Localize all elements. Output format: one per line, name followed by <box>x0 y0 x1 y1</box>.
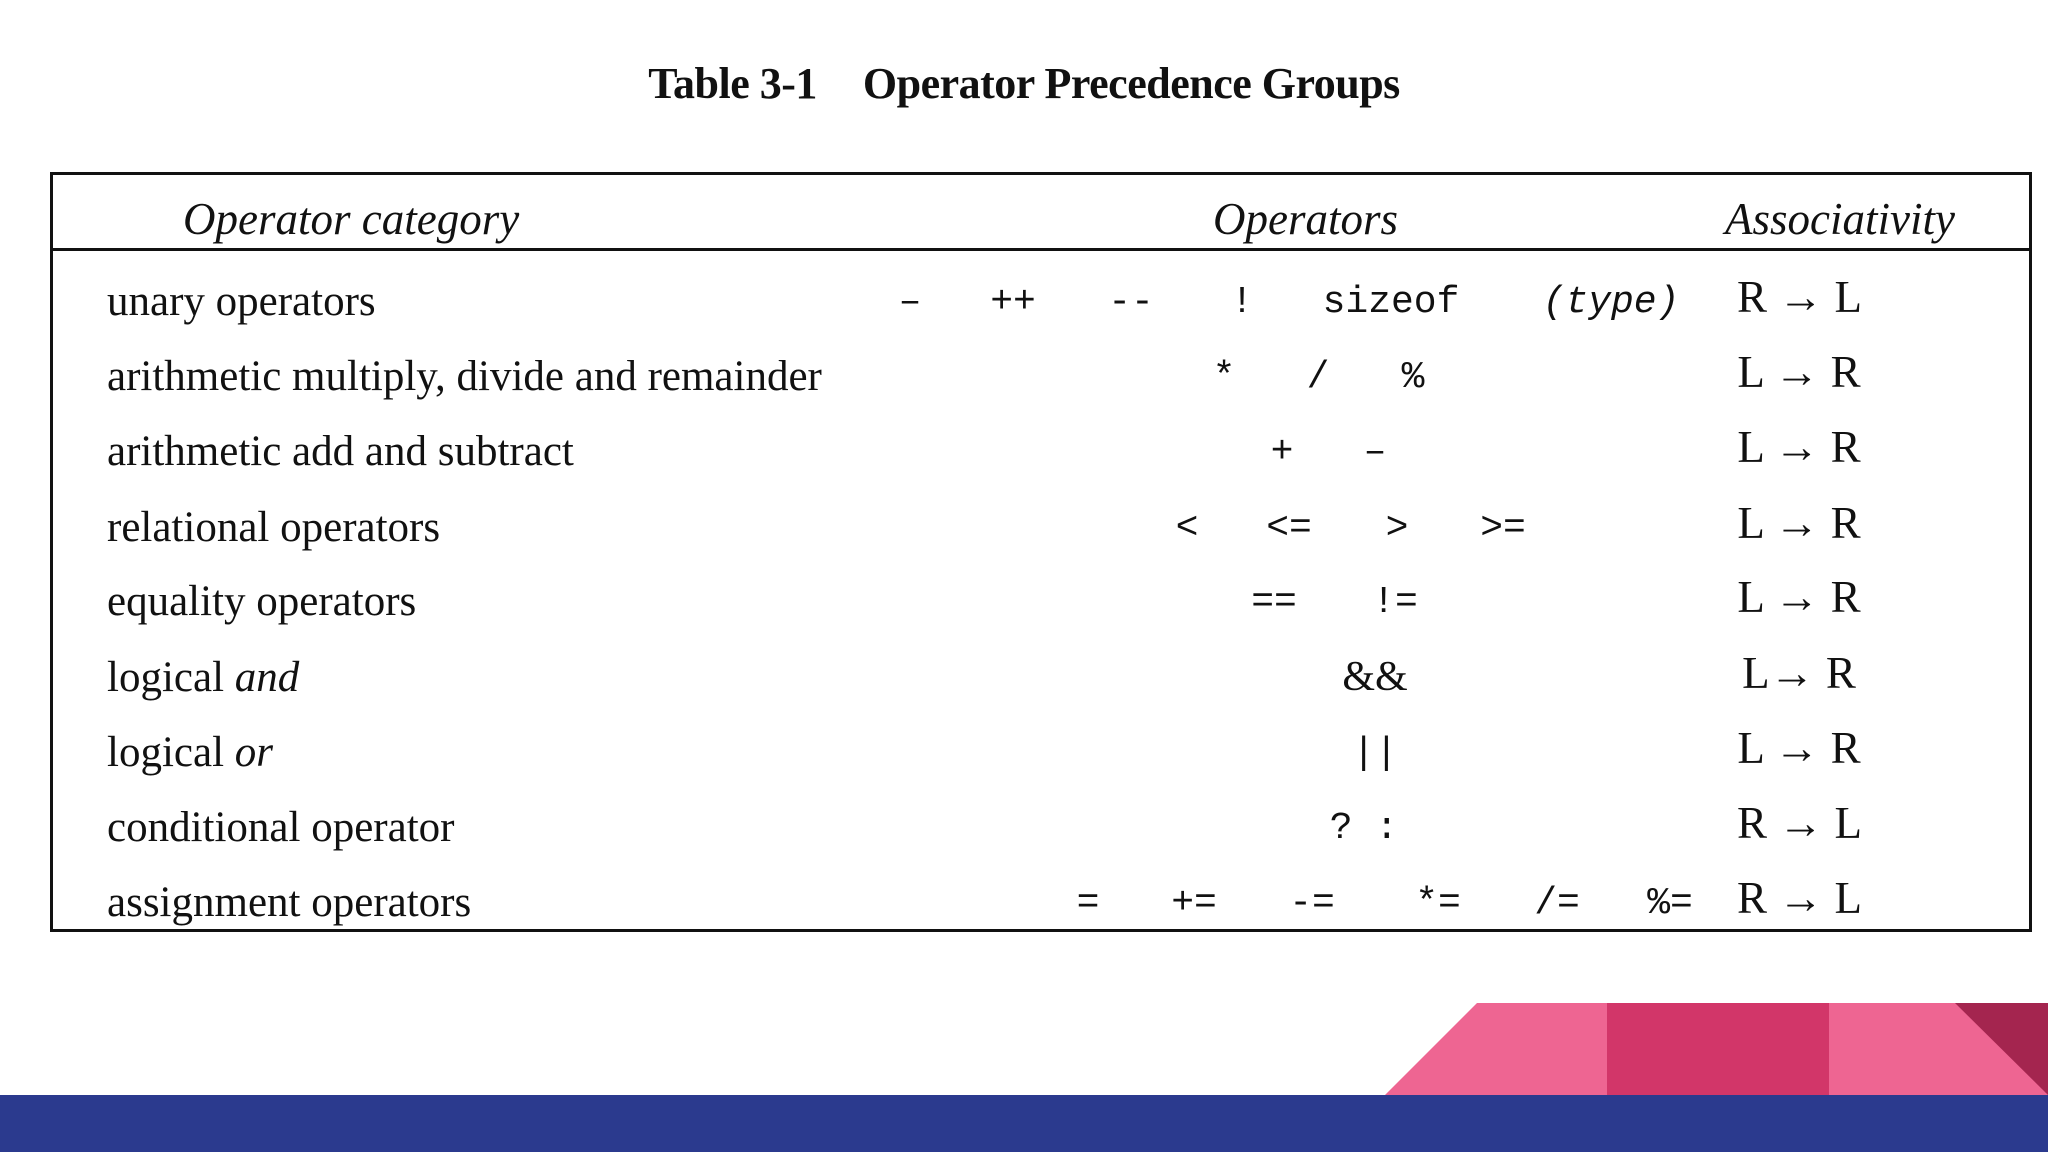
operator: + <box>1270 431 1294 474</box>
row-associativity: L → R <box>1737 572 1861 622</box>
operator: * <box>1212 356 1236 399</box>
row-associativity: R → L <box>1737 272 1863 322</box>
operator: && <box>1342 654 1408 700</box>
header-operators: Operators <box>1213 194 1399 244</box>
header-operator-category: Operator category <box>183 194 520 244</box>
row-associativity: R → L <box>1737 798 1863 848</box>
operator: – <box>898 281 922 324</box>
operator: *= <box>1415 882 1461 925</box>
operator: += <box>1171 882 1217 925</box>
operator: / <box>1306 356 1330 399</box>
operator: < <box>1175 507 1199 550</box>
table-caption: Operator Precedence Groups <box>862 59 1400 108</box>
row-associativity: L → R <box>1737 347 1861 397</box>
operator: == <box>1251 581 1297 624</box>
category-text: logical <box>107 729 225 776</box>
operator: sizeof <box>1322 281 1460 324</box>
footer-bar <box>0 1095 2048 1152</box>
operator: %= <box>1647 882 1693 925</box>
operator: -- <box>1108 281 1154 324</box>
operator: ! <box>1230 281 1254 324</box>
header-associativity: Associativity <box>1725 194 1955 244</box>
row-category: arithmetic add and subtract <box>107 428 574 475</box>
operator: -= <box>1289 882 1335 925</box>
operator: != <box>1372 581 1418 624</box>
row-associativity: L → R <box>1737 498 1861 548</box>
row-category: assignment operators <box>107 879 472 926</box>
row-associativity: L→ R <box>1742 648 1856 698</box>
row-category: conditional operator <box>107 804 455 851</box>
row-category: arithmetic multiply, divide and remainder <box>107 353 822 400</box>
row-associativity: L → R <box>1737 422 1861 472</box>
operator: <= <box>1266 507 1312 550</box>
operator: % <box>1401 356 1425 399</box>
operator: /= <box>1534 882 1580 925</box>
operator: = <box>1076 882 1100 925</box>
table-number: Table 3-1 <box>648 59 817 108</box>
operator: ? : <box>1329 807 1399 850</box>
operator: (type) <box>1542 281 1680 324</box>
row-associativity: L → R <box>1737 723 1861 773</box>
operator: >= <box>1480 507 1526 550</box>
row-category: unary operators <box>107 278 376 325</box>
category-text: logical <box>107 654 225 701</box>
operator: ++ <box>990 281 1036 324</box>
operator: > <box>1385 507 1409 550</box>
row-associativity: R → L <box>1737 873 1863 923</box>
pink-block-shape <box>1607 1003 1829 1095</box>
operator: || <box>1352 732 1398 775</box>
row-category: relational operators <box>107 504 441 551</box>
category-emphasis: or <box>234 729 273 776</box>
pink-trapezoid-shape <box>1385 1003 1607 1095</box>
operator: – <box>1363 431 1387 474</box>
row-category: equality operators <box>107 578 417 625</box>
category-emphasis: and <box>234 654 300 701</box>
